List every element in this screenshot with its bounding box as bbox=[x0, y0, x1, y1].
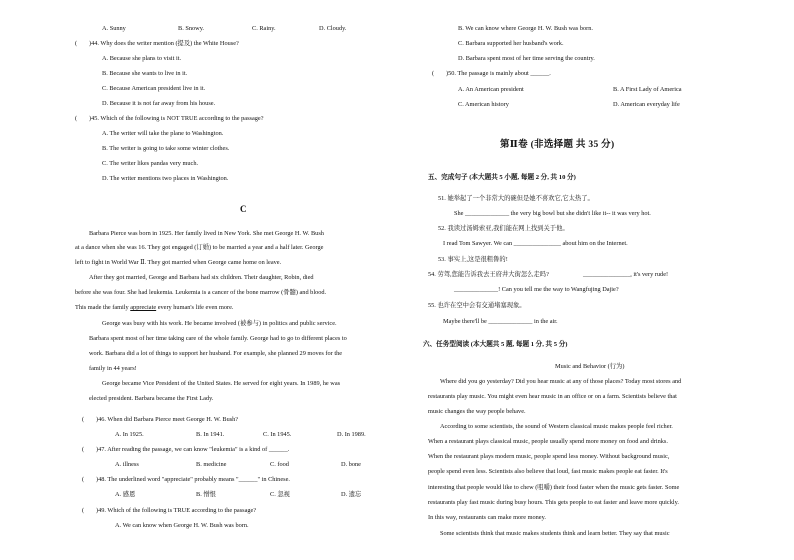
reading-line: music changes the way people behave. bbox=[428, 408, 526, 415]
q44-option-c: C. Because American president live in it. bbox=[102, 85, 206, 92]
passage-line: family in 44 years! bbox=[89, 365, 137, 372]
q50-option-b: B. A First Lady of America bbox=[613, 86, 682, 93]
q47-option-d: D. bone bbox=[341, 461, 361, 468]
q55-prompt: 55. 也许在空中会有交通堵塞现象。 bbox=[428, 302, 526, 309]
passage-line-appreciate: This made the family appreciate every human's life even more. bbox=[75, 304, 234, 311]
q53-sentence: _______________, it's very rude! bbox=[583, 271, 669, 278]
q49-option-c: C. Barbara supported her husband's work. bbox=[458, 40, 564, 47]
q43-option-d: D. Cloudy. bbox=[319, 25, 347, 32]
q45-paren: ( bbox=[75, 115, 78, 122]
q44-question: )44. Why does the writer mention (提及) the White House? bbox=[89, 40, 239, 47]
q53-prompt: 53. 事实上,这是很粗鲁的! bbox=[438, 256, 508, 263]
q50-question: )50. The passage is mainly about ______. bbox=[446, 70, 551, 77]
q48-option-d: D. 遗忘 bbox=[341, 491, 362, 498]
passage-line: After they got married, George and Barbara had six children. Their daughter, Robin, died bbox=[89, 274, 314, 281]
q46-option-d: D. In 1989. bbox=[337, 431, 366, 438]
section-six-title: 六、任务型阅读 (本大题共 5 题, 每题 1 分, 共 5 分) bbox=[423, 341, 568, 348]
passage-line: elected president. Barbara became the First Lady. bbox=[89, 395, 214, 402]
q45-option-c: C. The writer likes pandas very much. bbox=[102, 160, 199, 167]
q45-option-b: B. The writer is going to take some winter clothes. bbox=[102, 145, 230, 152]
passage-line: Barbara spent most of her time taking care of the whole family. George had to go to different places to bbox=[89, 335, 347, 342]
passage-line: left to fight in World War Ⅱ. They got married when George came home on leave. bbox=[75, 259, 282, 266]
q49-paren: ( bbox=[82, 507, 85, 514]
q47-option-b: B. medicine bbox=[196, 461, 227, 468]
passage-line: before she was four. She had leukemia. Leukemia is a cancer of the bone marrow (骨髓) and blood. bbox=[75, 289, 327, 296]
q48-option-a: A. 感恩 bbox=[115, 491, 136, 498]
q54-sentence: ______________! Can you tell me the way to Wangfujing Dajie? bbox=[454, 286, 619, 293]
q48-option-c: C. 忽视 bbox=[270, 491, 290, 498]
q44-option-d: D. Because it is not far away from his house. bbox=[102, 100, 216, 107]
q43-option-b: B. Snowy. bbox=[178, 25, 205, 32]
reading-line: When the restaurant plays modern music, people spend less money. Without background music, bbox=[428, 453, 670, 460]
q49-option-a: A. We can know when George H. W. Bush was born. bbox=[115, 522, 249, 529]
q47-question: )47. After reading the passage, we can know "leukemia" is a kind of ______. bbox=[96, 446, 290, 453]
q51-sentence: She ______________ the very big bowl but she didn't like it-- it was very hot. bbox=[454, 210, 651, 217]
q48-paren: ( bbox=[82, 476, 85, 483]
q51-prompt: 51. 她举起了一个非常大的碗但是她不喜欢它,它太热了。 bbox=[438, 195, 594, 202]
q45-option-a: A. The writer will take the plane to Washington. bbox=[102, 130, 224, 137]
q43-option-a: A. Sunny bbox=[102, 25, 126, 32]
q46-question: )46. When did Barbara Pierce meet George H. W. Bush? bbox=[96, 416, 239, 423]
reading-line: Where did you go yesterday? Did you hear music at any of those places? Today most stores and bbox=[440, 378, 682, 385]
q45-option-d: D. The writer mentions two places in Washington. bbox=[102, 175, 229, 182]
q46-paren: ( bbox=[82, 416, 85, 423]
q48-option-b: B. 憎恨 bbox=[196, 491, 216, 498]
reading-line: interesting that people would like to chew (咀嚼) their food faster when the music gets faster. Some bbox=[428, 484, 680, 491]
passage-line: George became Vice President of the United States. He served for eight years. In 1989, he was bbox=[102, 380, 341, 387]
q48-question: )48. The underlined word "appreciate" probably means "______" in Chinese. bbox=[96, 476, 290, 483]
q52-sentence: I read Tom Sawyer. We can _______________ about him on the Internet. bbox=[443, 240, 628, 247]
q50-option-a: A. An American president bbox=[458, 86, 524, 93]
passage-c-title: C bbox=[240, 204, 247, 214]
reading-line: restaurants play fast music during busy hours. This gets people to eat faster and leave more quickly. bbox=[428, 499, 679, 506]
reading-line: When a restaurant plays classical music, people usually spend more money on food and drinks. bbox=[428, 438, 668, 445]
passage-line: George was busy with his work. He became involved (被参与) in politics and public service. bbox=[102, 320, 337, 327]
appreciate-underlined-word: appreciate bbox=[130, 304, 157, 311]
q43-option-c: C. Rainy. bbox=[252, 25, 276, 32]
reading-line: Some scientists think that music makes students think and learn better. They say that music bbox=[440, 530, 670, 537]
q46-option-a: A. In 1925. bbox=[115, 431, 144, 438]
q55-sentence: Maybe there'll be ______________ in the air. bbox=[443, 318, 558, 325]
q47-option-a: A. illness bbox=[115, 461, 139, 468]
q44-paren: ( bbox=[75, 40, 78, 47]
q47-option-c: C. food bbox=[270, 461, 289, 468]
reading-title: Music and Behavior (行为) bbox=[555, 363, 625, 370]
q49-option-b: B. We can know where George H. W. Bush was born. bbox=[458, 25, 593, 32]
q50-paren: ( bbox=[432, 70, 435, 77]
reading-line: In this way, restaurants can make more money. bbox=[428, 514, 546, 521]
reading-line: According to some scientists, the sound of Western classical music makes people feel richer. bbox=[440, 423, 673, 430]
q50-option-d: D. American everyday life bbox=[613, 101, 680, 108]
passage-line: at a dance when she was 16. They got engaged (订婚) to be married a year and a half later. George bbox=[75, 244, 324, 251]
q44-option-b: B. Because she wants to live in it. bbox=[102, 70, 188, 77]
q49-option-d: D. Barbara spent most of her time serving the country. bbox=[458, 55, 595, 62]
q46-option-c: C. In 1945. bbox=[263, 431, 292, 438]
q52-prompt: 52. 我读过汤姆索亚,我们能在网上找到关于他。 bbox=[438, 225, 569, 232]
reading-line: restaurants play music. You might even hear music in an office or on a farm. Scientists believe that bbox=[428, 393, 677, 400]
passage-line: work. Barbara did a lot of things to support her husband. For example, she planned 29 moves for the bbox=[89, 350, 343, 357]
passage-line: Barbara Pierce was born in 1925. Her family lived in New York. She met George H. W. Bush bbox=[89, 230, 324, 237]
q54-prompt: 54. 劳驾,您能告诉我去王府井大街怎么走吗? bbox=[428, 271, 549, 278]
q46-option-b: B. In 1941. bbox=[196, 431, 225, 438]
part-two-title: 第Ⅱ卷 (非选择题 共 35 分) bbox=[500, 140, 615, 150]
section-five-title: 五、完成句子 (本大题共 5 小题, 每题 2 分, 共 10 分) bbox=[428, 174, 576, 181]
q47-paren: ( bbox=[82, 446, 85, 453]
q45-question: )45. Which of the following is NOT TRUE according to the passage? bbox=[89, 115, 264, 122]
q49-question: )49. Which of the following is TRUE according to the passage? bbox=[96, 507, 257, 514]
q44-option-a: A. Because she plans to visit it. bbox=[102, 55, 182, 62]
q50-option-c: C. American history bbox=[458, 101, 509, 108]
reading-line: people spend even less. Scientists also believe that loud, fast music makes people eat faster. It's bbox=[428, 468, 668, 475]
